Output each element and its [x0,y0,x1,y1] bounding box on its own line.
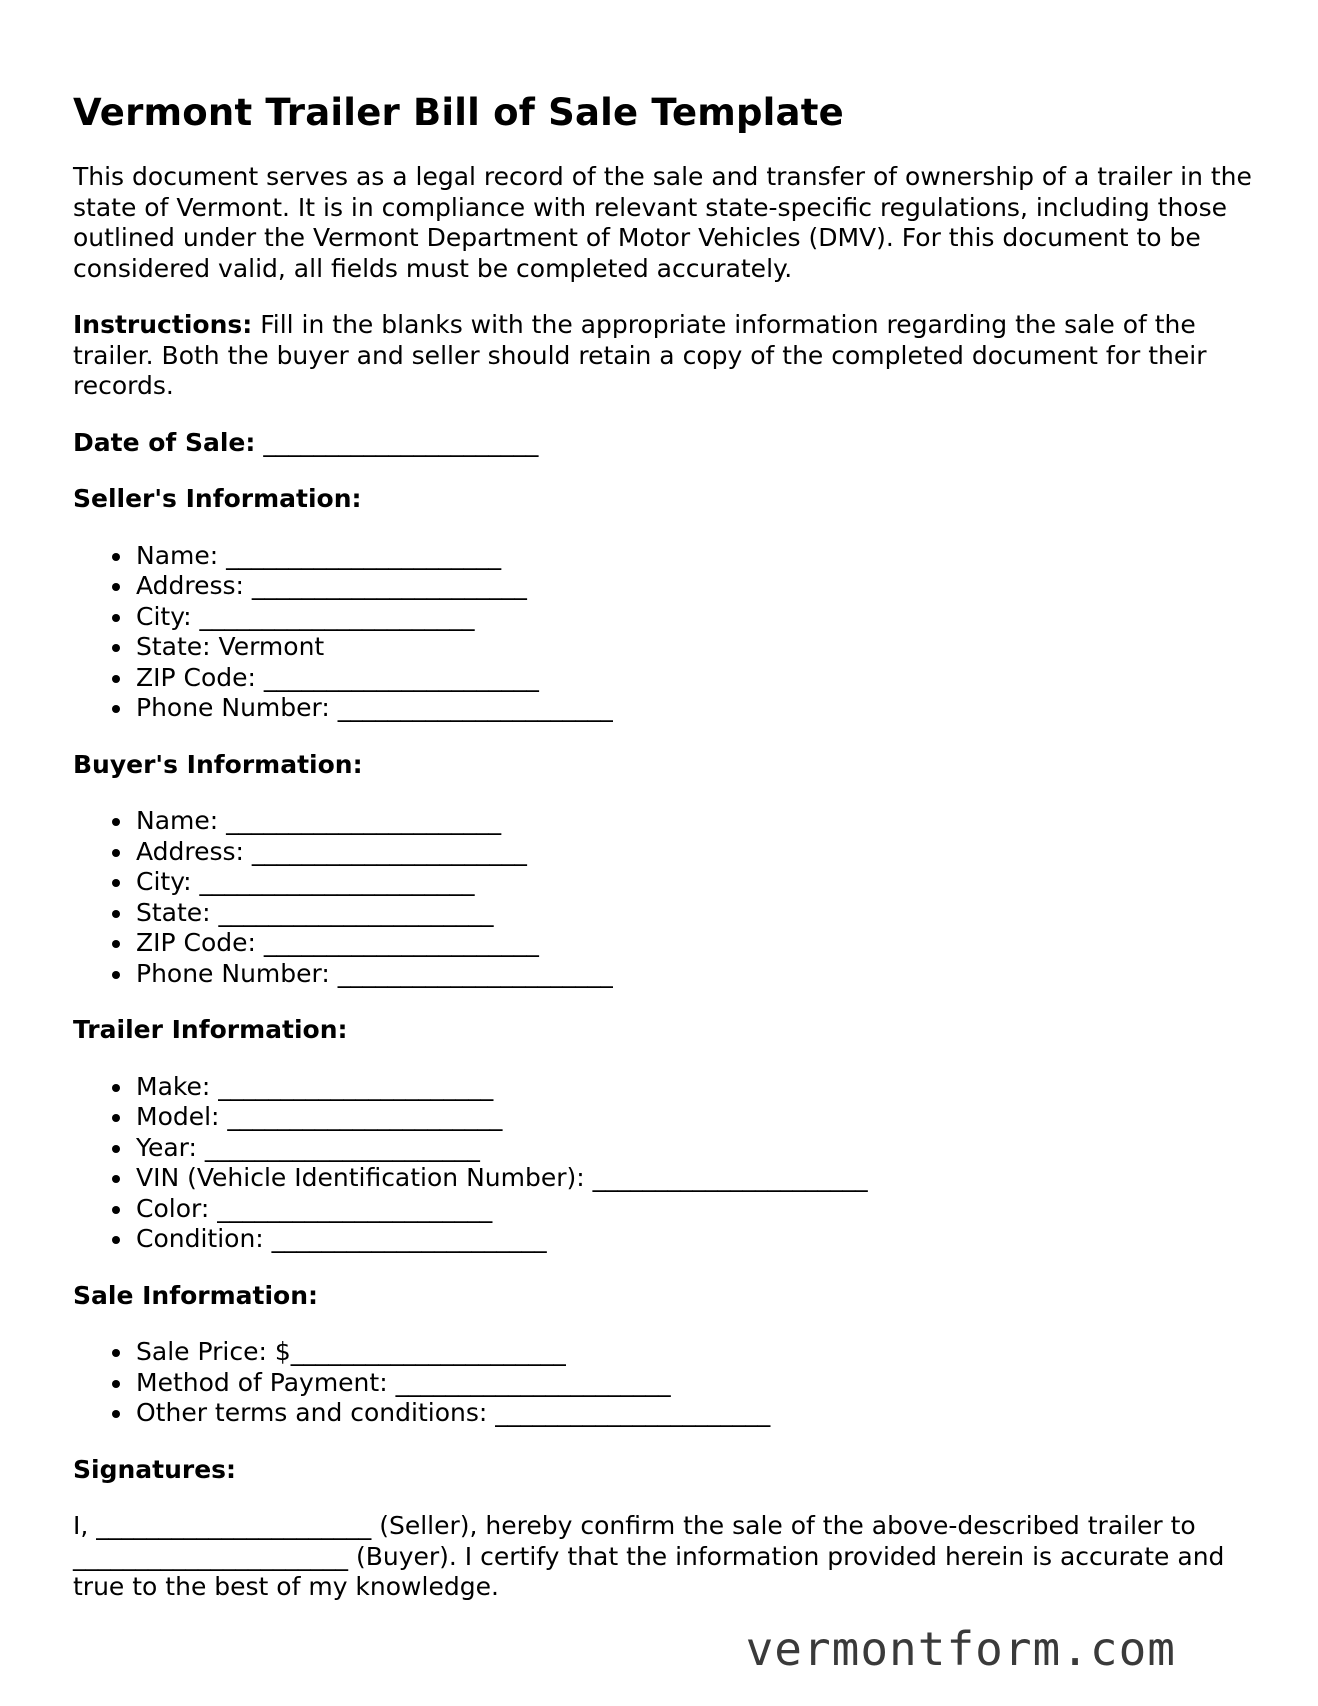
intro-paragraph: This document serves as a legal record of the sale and transfer of ownership of a trailer in the state of Vermont. It is in compliance with relevant state-specific regulations, including those outlined under the Vermont Department of Motor Vehicles (DMV). For this document to be considered valid, all fields must be completed accurately. [73,162,1252,283]
seller-address-field: Address: ______________________ [136,571,1253,602]
document-title: Vermont Trailer Bill of Sale Template [73,91,844,134]
seller-name-field: Name: ______________________ [136,541,1253,572]
trailer-model-field: Model: ______________________ [136,1102,1253,1133]
sale-list [73,1337,1253,1429]
trailer-make-field: Make: ______________________ [136,1072,1253,1103]
seller-list [73,541,1253,724]
document-page [73,86,1253,1629]
buyer-address-field: Address: ______________________ [136,837,1253,868]
trailer-condition-field: Condition: ______________________ [136,1224,1253,1255]
date-of-sale-label: Date of Sale: [73,427,256,457]
sale-price-field: Sale Price: $______________________ [136,1337,1253,1368]
seller-zip-field: ZIP Code: ______________________ [136,663,1253,694]
buyer-list [73,806,1253,989]
sale-heading: Sale Information: [73,1280,318,1310]
seller-state-field: State: Vermont [136,632,1253,663]
buyer-city-field: City: ______________________ [136,867,1253,898]
buyer-heading: Buyer's Information: [73,749,363,779]
trailer-vin-field: VIN (Vehicle Identification Number): ______________________ [136,1163,1253,1194]
buyer-name-field: Name: ______________________ [136,806,1253,837]
trailer-heading: Trailer Information: [73,1015,348,1044]
signatures-paragraph: I, ______________________ (Seller), hereby confirm the sale of the above-described trailer to ______________________ (Buyer). I certify that the information provided herein is accurate and true to the best of my knowledge. [73,1511,1225,1601]
payment-method-field: Method of Payment: ______________________ [136,1368,1253,1399]
signatures-heading: Signatures: [73,1454,237,1484]
trailer-year-field: Year: ______________________ [136,1133,1253,1164]
watermark: vermontform.com [745,1622,1176,1676]
buyer-zip-field: ZIP Code: ______________________ [136,928,1253,959]
instructions-paragraph [73,310,1253,402]
trailer-list [73,1072,1253,1255]
trailer-color-field: Color: ______________________ [136,1194,1253,1225]
date-of-sale-blank: ______________________ [255,427,539,457]
seller-heading: Seller's Information: [73,484,362,513]
date-of-sale [73,428,1253,459]
seller-city-field: City: ______________________ [136,602,1253,633]
seller-phone-field: Phone Number: ______________________ [136,693,1253,724]
buyer-phone-field: Phone Number: ______________________ [136,959,1253,990]
other-terms-field: Other terms and conditions: ______________________ [136,1398,1253,1429]
buyer-state-field: State: ______________________ [136,898,1253,929]
instructions-text: Fill in the blanks with the appropriate information regarding the sale of the trailer. Both the buyer and seller should retain a copy of the completed document for their records. [73,310,1207,400]
instructions-label: Instructions: [73,310,253,339]
